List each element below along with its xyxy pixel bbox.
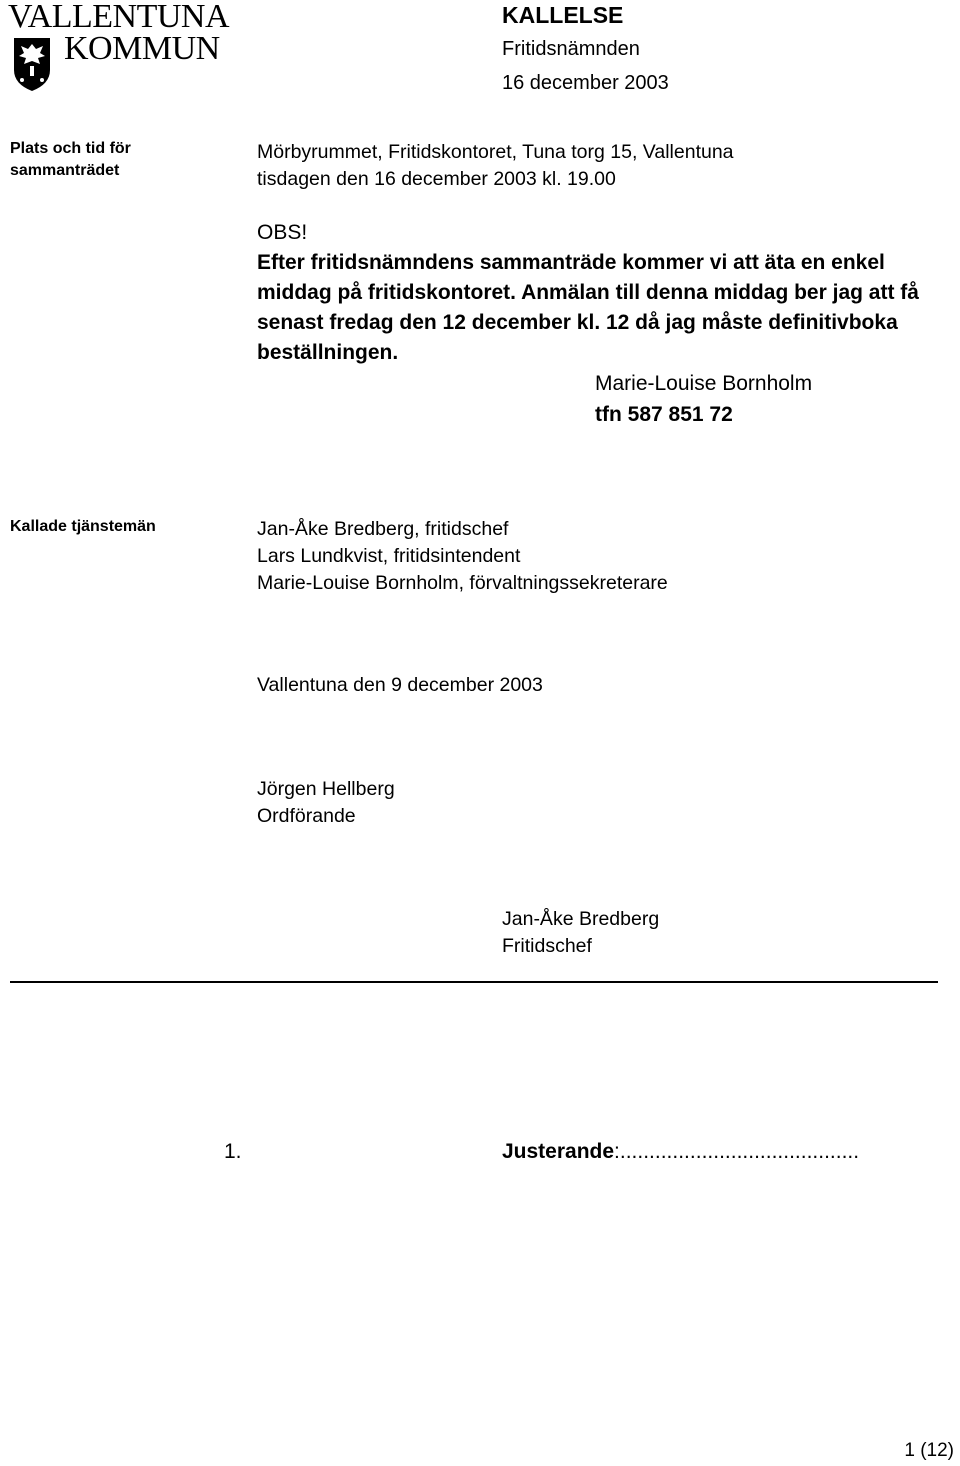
official-item: Lars Lundkvist, fritidsintendent (257, 545, 521, 567)
contact-name: Marie-Louise Bornholm (595, 372, 813, 395)
signer-name: Jan-Åke Bredberg (502, 908, 660, 930)
document-title: KALLELSE (502, 2, 624, 28)
officials-label: Kallade tjänstemän (10, 518, 156, 535)
justering-number: 1. (224, 1140, 242, 1163)
justering-field (502, 1140, 859, 1164)
crest-icon (12, 36, 52, 92)
dinner-notice (257, 218, 947, 368)
chair-name: Jörgen Hellberg (257, 778, 395, 800)
municipality-logo (8, 0, 248, 96)
secretary-signature (502, 906, 659, 960)
chair-title: Ordförande (257, 805, 356, 827)
place-time-label: Plats och tid för sammanträdet (10, 140, 131, 179)
place-date: Vallentuna den 9 december 2003 (257, 674, 543, 696)
meeting-location: Mörbyrummet, Fritidskontoret, Tuna torg 15, Vallentuna (257, 141, 734, 163)
official-item: Jan-Åke Bredberg, fritidschef (257, 518, 509, 540)
meeting-time: tisdagen den 16 december 2003 kl. 19.00 (257, 168, 616, 190)
justering-dots: :......................................... (614, 1140, 860, 1163)
contact-phone: tfn 587 851 72 (595, 403, 733, 426)
divider (10, 981, 938, 983)
page-number: 1 (12) (904, 1440, 954, 1461)
justering-label: Justerande (502, 1140, 615, 1163)
logo-line-1: VALLENTUNA (8, 0, 230, 35)
notice-contact (595, 368, 812, 430)
meeting-date: 16 december 2003 (502, 72, 669, 94)
meeting-details (257, 139, 734, 193)
chair-signature (257, 776, 395, 830)
notice-heading: OBS! (257, 221, 308, 244)
logo-line-2: KOMMUN (64, 30, 220, 67)
official-item: Marie-Louise Bornholm, förvaltningssekreterare (257, 572, 668, 594)
committee-name: Fritidsnämnden (502, 38, 640, 60)
officials-list (257, 516, 668, 597)
notice-text: Efter fritidsnämndens sammanträde kommer vi att äta en enkel middag på fritidskontoret. Anmälan till denna middag ber jag att få senast fredag den 12 december kl. 12 då jag måste definitivboka beställningen. (257, 251, 919, 364)
signer-title: Fritidschef (502, 935, 592, 957)
